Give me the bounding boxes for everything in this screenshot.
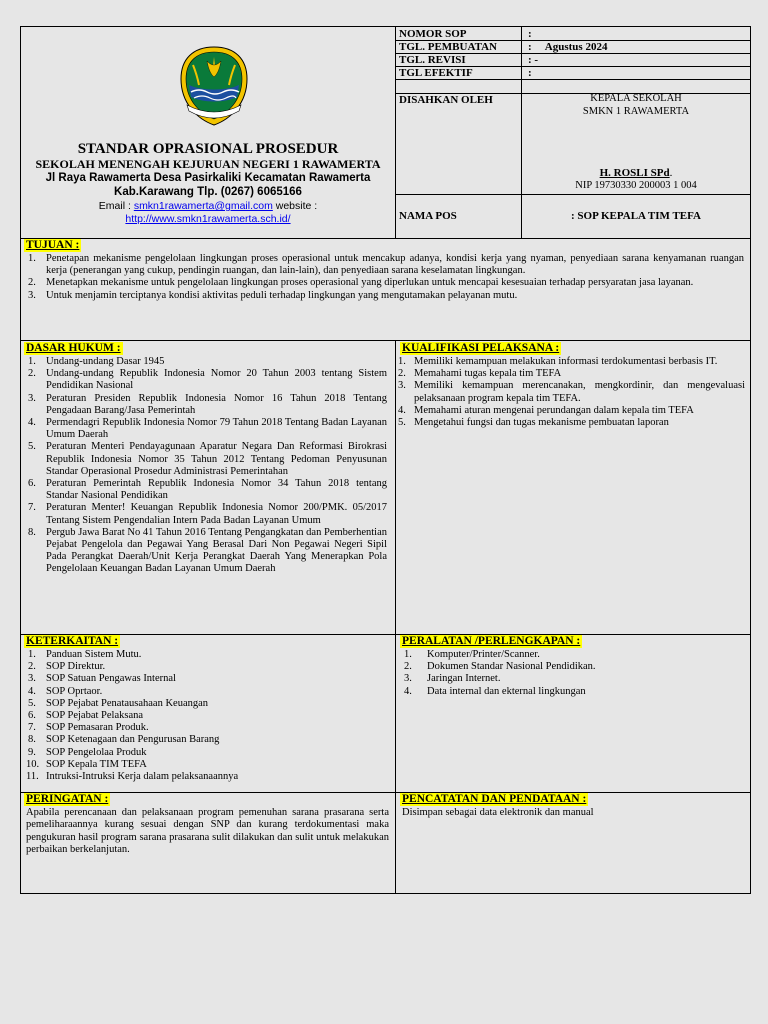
list-item: 6. SOP Pejabat Pelaksana (28, 710, 144, 722)
peralatan-list (396, 649, 745, 698)
list-item: 2. Dokumen Standar Nasional Pendidikan. (404, 661, 596, 673)
list-item: 3. Memiliki kemampuan merencanakan, mengkordinir, dan mengevaluasi pelaksanaan program kepala tim TEFA. (398, 380, 745, 404)
tgl-revisi-value: : - (528, 54, 539, 66)
tujuan-list (24, 253, 744, 302)
divider (21, 792, 750, 793)
list-item-text: Panduan Sistem Mutu. (46, 649, 142, 660)
list-item: 2. Memahami tugas kepala tim TEFA (398, 368, 562, 380)
list-item: 3. Untuk menjamin terciptanya kondisi aktivitas peduli terhadap lingkungan yang mengutamakan pelayanan mutu. (28, 289, 518, 301)
list-item-text: Untuk menjamin terciptanya kondisi aktivitas peduli terhadap lingkungan yang mengutamakan pelayanan mutu. (46, 289, 518, 301)
list-item: 6. Peraturan Pemerintah Republik Indonesia Nomor 34 Tahun 2018 tentang Standar Nasional Pendidikan (28, 478, 387, 502)
dasar-hukum-list (24, 356, 387, 576)
contact-line (21, 200, 395, 213)
list-item: 3. Peraturan Presiden Republik Indonesia Nomor 16 Tahun 2018 Tentang Pengadaan Barang/Jasa Pemerintah (28, 392, 387, 416)
nama-pos-label: NAMA POS (399, 210, 457, 222)
sop-document (20, 26, 751, 894)
website-label: website : (272, 200, 318, 212)
list-item-text: SOP Direktur. (46, 661, 106, 673)
signer-name-dot: . (669, 167, 673, 179)
list-item-text: Komputer/Printer/Scanner. (427, 649, 540, 660)
list-item-text: Jaringan Internet. (427, 673, 501, 685)
list-item-text: SOP Pemasaran Produk. (46, 722, 149, 734)
website-line (21, 213, 395, 226)
divider (395, 79, 751, 80)
keterkaitan-heading: KETERKAITAN : (26, 635, 119, 647)
list-item-text: SOP Kepala TIM TEFA (46, 758, 147, 770)
pencatatan-heading: PENCATATAN DAN PENDATAAN : (402, 793, 587, 805)
list-item: 4. Data internal dan ekternal lingkungan (404, 685, 586, 697)
list-item-text: Peraturan Pemerintah Republik Indonesia Nomor 34 Tahun 2018 tentang Standar Nasional Pendidikan (46, 478, 387, 502)
divider (21, 634, 750, 635)
school-phone: Kab.Karawang Tlp. (0267) 6065166 (114, 186, 302, 198)
list-item: 2. SOP Direktur. (28, 661, 106, 673)
signer-nip: NIP 19730330 200003 1 004 (575, 180, 697, 191)
kualifikasi-list (396, 356, 745, 429)
list-item-text: Undang-undang Republik Indonesia Nomor 20 Tahun 2003 tentang Sistem Pendidikan Nasional (46, 368, 387, 392)
list-item: 3. SOP Satuan Pengawas Internal (28, 673, 176, 685)
tgl-efektif-label: TGL EFEKTIF (399, 67, 473, 79)
list-item: 4. SOP Oprtaor. (28, 685, 103, 697)
signer-name (521, 167, 751, 180)
tgl-pembuatan-value: : Agustus 2024 (528, 41, 608, 53)
list-item-text: SOP Pejabat Penatausahaan Keuangan (46, 697, 209, 709)
list-item: 11. Intruksi-Intruksi Kerja dalam pelaksanaannya (26, 771, 239, 783)
dasar-hukum-heading: DASAR HUKUM : (26, 342, 121, 354)
list-item: 2. Undang-undang Republik Indonesia Nomor 20 Tahun 2003 tentang Sistem Pendidikan Nasional (28, 368, 387, 392)
list-item-text: Memahami tugas kepala tim TEFA (414, 368, 562, 380)
disahkan-label: DISAHKAN OLEH (399, 94, 493, 106)
school-address: Jl Raya Rawamerta Desa Pasirkaliki Kecamatan Rawamerta (45, 172, 371, 184)
nomor-sop-label: NOMOR SOP (399, 28, 467, 40)
list-item-text: Penetapan mekanisme pengelolaan lingkungan proses operasional untuk mencakup adanya, kondisi kerja yang nyaman, penyediaan sarana kenyamanan ruangan kerja (penerangan yang cukup, pendingin ruangan, dan lain-lain), dan penyediaan sarana keselamatan lingkungan. (46, 253, 744, 277)
tgl-revisi-label: TGL. REVISI (399, 54, 466, 66)
signer-name-text: H. ROSLI SPd (599, 167, 670, 179)
list-item: 1. Komputer/Printer/Scanner. (404, 649, 540, 660)
list-item-text: Undang-undang Dasar 1945 (46, 356, 165, 367)
divider (21, 340, 750, 341)
peringatan-text: Apabila perencanaan dan pelaksanaan program pemenuhan sarana prasarana serta pemeliharaannya kurang sesuai dengan SNP dan kurang terdokumentasi maka pengukuran hasil program sarana prasarana sulit dilakukan dan sulit untuk melakukan perbaikan berkelanjutan. (26, 807, 389, 856)
page-title: STANDAR OPRASIONAL PROSEDUR (77, 141, 339, 157)
list-item-text: Menetapkan mekanisme untuk pengelolaan lingkungan proses operasional yang diperlukan untuk mencapai kesesuaian terhadap persyaratan jasa layanan. (46, 277, 694, 289)
list-item: 8. SOP Ketenagaan dan Pengurusan Barang (28, 734, 220, 746)
website-link[interactable]: http://www.smkn1rawamerta.sch.id/ (125, 213, 291, 225)
peralatan-heading: PERALATAN /PERLENGKAPAN : (402, 635, 581, 647)
school-logo (177, 45, 251, 127)
tgl-pembuatan-label: TGL. PEMBUATAN (399, 41, 497, 53)
list-item: 10. SOP Kepala TIM TEFA (26, 758, 147, 770)
list-item: 8. Pergub Jawa Barat No 41 Tahun 2016 Tentang Pengangkatan dan Pemberhentian Pejabat Pengelola dan Pegawai Yang Berasal Dari Non Pegawai Negeri Sipil Pada Perangkat Daerah/Unit Kerja Perangkat Daerah Yang Menerapkan Pola Pengelolaan Keuangan Badan Layanan Umum Daerah (28, 526, 387, 575)
divider (521, 27, 522, 238)
list-item: 3. Jaringan Internet. (404, 673, 501, 685)
kualifikasi-heading: KUALIFIKASI PELAKSANA : (402, 342, 560, 354)
peringatan-heading: PERINGATAN : (26, 793, 109, 805)
nomor-sop-value: : (528, 28, 532, 40)
list-item: 4. Permendagri Republik Indonesia Nomor 79 Tahun 2018 Tentang Badan Layanan Umum Daerah (28, 417, 387, 441)
list-item: 5. Mengetahui fungsi dan tugas mekanisme pembuatan laporan (398, 417, 669, 429)
list-item-text: SOP Satuan Pengawas Internal (46, 673, 176, 685)
list-item: 1. Penetapan mekanisme pengelolaan lingkungan proses operasional untuk mencakup adanya, kondisi kerja yang nyaman, penyediaan sarana kenyamanan ruangan kerja (penerangan yang cukup, pendingin ruangan, dan lain-lain), dan penyediaan sarana keselamatan lingkungan. (28, 253, 744, 277)
list-item-text: Dokumen Standar Nasional Pendidikan. (427, 661, 596, 673)
list-item: 5. SOP Pejabat Penatausahaan Keuangan (28, 697, 209, 709)
list-item: 9. SOP Pengelolaa Produk (28, 746, 147, 758)
tujuan-heading: TUJUAN : (26, 239, 80, 251)
list-item: 1. Undang-undang Dasar 1945 (28, 356, 165, 367)
list-item-text: Peraturan Menter! Keuangan Republik Indonesia Nomor 200/PMK. 05/2017 Tentang Sistem Pengendalian Intern Pada Badan Layanan Umum (46, 502, 387, 526)
list-item: 7. SOP Pemasaran Produk. (28, 722, 149, 734)
list-item-text: Permendagri Republik Indonesia Nomor 79 Tahun 2018 Tentang Badan Layanan Umum Daerah (46, 417, 387, 441)
list-item-text: SOP Ketenagaan dan Pengurusan Barang (46, 734, 220, 746)
tgl-efektif-value: : (528, 67, 532, 79)
list-item-text: Mengetahui fungsi dan tugas mekanisme pembuatan laporan (414, 417, 669, 429)
list-item-text: Peraturan Presiden Republik Indonesia Nomor 16 Tahun 2018 Tentang Pengadaan Barang/Jasa Pemerintah (46, 392, 387, 416)
list-item-text: Memahami aturan mengenai perundangan dalam kepala tim TEFA (414, 404, 694, 416)
list-item: 1. Memiliki kemampuan melakukan informasi terdokumentasi berbasis IT. (398, 356, 718, 367)
list-item-text: Memiliki kemampuan merencanakan, mengkordinir, dan mengevaluasi pelaksanaan program kepala tim TEFA. (414, 380, 745, 404)
list-item-text: Data internal dan ekternal lingkungan (427, 685, 586, 697)
list-item-text: Peraturan Menteri Pendayagunaan Aparatur Negara Dan Reformasi Birokrasi Republik Indonesia Nomor 35 Tahun 2012 Tentang Pedoman Penyusunan Standar Operasional Prosedur Administrasi Pemerintahan (46, 441, 387, 477)
list-item-text: Pergub Jawa Barat No 41 Tahun 2016 Tentang Pengangkatan dan Pemberhentian Pejabat Pengelola dan Pegawai Yang Berasal Dari Non Pegawai Negeri Sipil Pada Perangkat Daerah/Unit Kerja Perangkat Daerah Yang Menerapkan Pola Pengelolaan Keuangan Badan Layanan Umum Daerah (46, 526, 387, 575)
pencatatan-text: Disimpan sebagai data elektronik dan manual (402, 807, 594, 818)
list-item-text: Intruksi-Intruksi Kerja dalam pelaksanaannya (46, 771, 239, 783)
list-item-text: SOP Pejabat Pelaksana (46, 710, 144, 722)
list-item: 2. Menetapkan mekanisme untuk pengelolaan lingkungan proses operasional yang diperlukan untuk mencapai kesesuaian terhadap persyaratan jasa layanan. (28, 277, 694, 289)
divider (21, 238, 750, 239)
list-item-text: SOP Oprtaor. (46, 685, 103, 697)
divider (395, 27, 396, 238)
list-item: 4. Memahami aturan mengenai perundangan dalam kepala tim TEFA (398, 404, 694, 416)
school-name: SEKOLAH MENENGAH KEJURUAN NEGERI 1 RAWAMERTA (35, 157, 381, 171)
email-label: Email : (98, 200, 134, 212)
divider (395, 194, 751, 195)
list-item: 7. Peraturan Menter! Keuangan Republik Indonesia Nomor 200/PMK. 05/2017 Tentang Sistem Pengendalian Intern Pada Badan Layanan Umum (28, 502, 387, 526)
list-item: 5. Peraturan Menteri Pendayagunaan Aparatur Negara Dan Reformasi Birokrasi Republik Indonesia Nomor 35 Tahun 2012 Tentang Pedoman Penyusunan Standar Operasional Prosedur Administrasi Pemerintahan (28, 441, 387, 477)
list-item-text: Memiliki kemampuan melakukan informasi terdokumentasi berbasis IT. (414, 356, 718, 367)
nama-pos-value: : SOP KEPALA TIM TEFA (571, 210, 701, 222)
email-link[interactable]: smkn1rawamerta@gmail.com (133, 200, 273, 212)
keterkaitan-list (24, 649, 387, 783)
kepala-sekolah: KEPALA SEKOLAH (590, 93, 682, 104)
sekolah-name: SMKN 1 RAWAMERTA (582, 106, 690, 117)
list-item: 1. Panduan Sistem Mutu. (28, 649, 142, 660)
list-item-text: SOP Pengelolaa Produk (46, 746, 147, 758)
